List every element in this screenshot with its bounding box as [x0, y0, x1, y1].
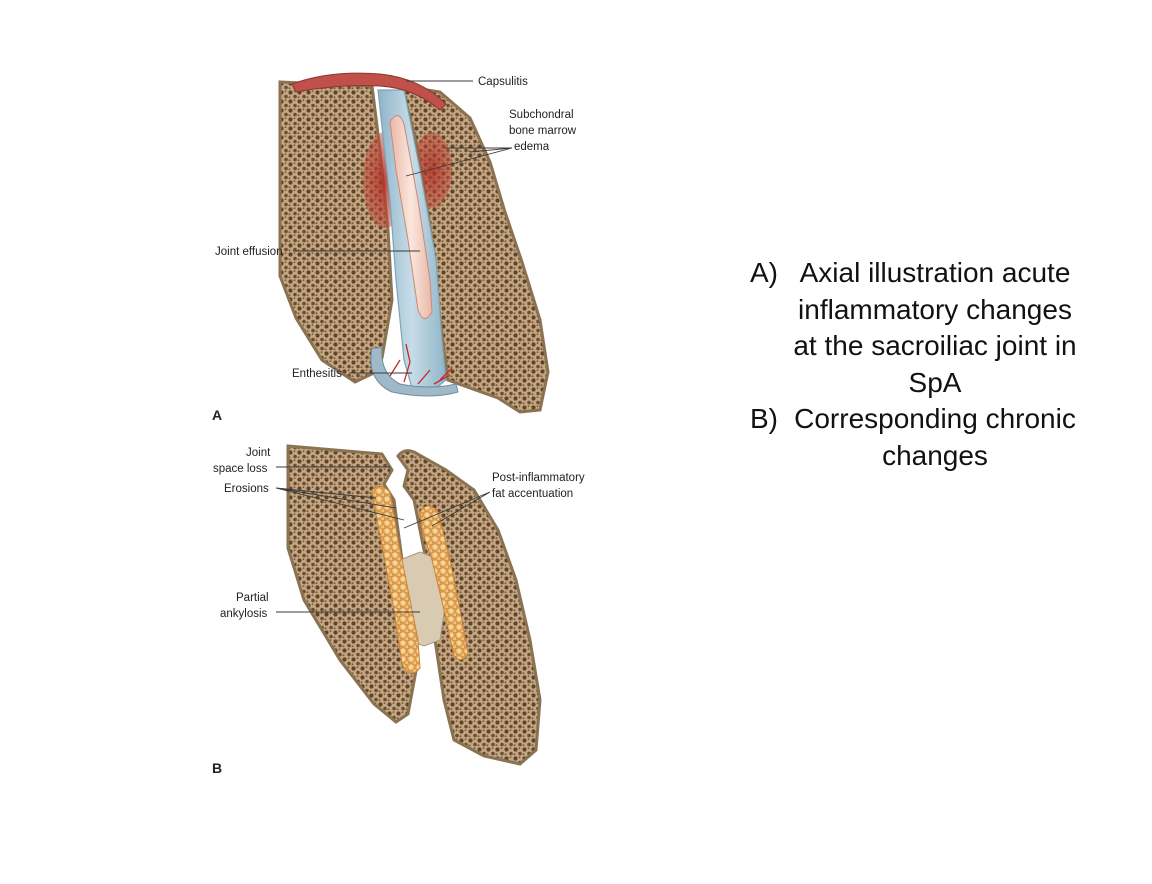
caption-text-b: Corresponding chronic changes [794, 403, 1076, 471]
panel-a [212, 73, 577, 423]
label-space-loss-line2: space loss [213, 463, 268, 475]
label-joint-effusion: Joint effusion [215, 246, 283, 258]
caption-item-a [740, 255, 1080, 401]
label-edema-line2: bone marrow [509, 125, 577, 137]
panel-b [212, 446, 585, 776]
caption-item-b [740, 401, 1080, 474]
label-space-loss-line1: Joint [246, 447, 271, 459]
panel-a-left-bone [280, 82, 392, 382]
label-edema-line1: Subchondral [509, 109, 574, 121]
label-capsulitis: Capsulitis [478, 76, 528, 88]
label-fat-line2: fat accentuation [492, 488, 574, 500]
label-erosions: Erosions [224, 483, 269, 495]
caption-text-a: Axial illustration acute inflammatory changes at the sacroiliac joint in SpA [793, 257, 1077, 398]
label-ankylosis-line2: ankylosis [220, 608, 268, 620]
label-enthesitis: Enthesitis [292, 368, 342, 380]
caption-marker-b: B) [750, 403, 778, 434]
label-edema-line3: edema [514, 141, 550, 153]
label-ankylosis-line1: Partial [236, 592, 269, 604]
panel-a-letter: A [212, 407, 223, 423]
label-fat-line1: Post-inflammatory [492, 472, 585, 484]
panel-b-letter: B [212, 760, 223, 776]
caption-list [740, 255, 1080, 474]
caption-marker-a: A) [750, 257, 778, 288]
